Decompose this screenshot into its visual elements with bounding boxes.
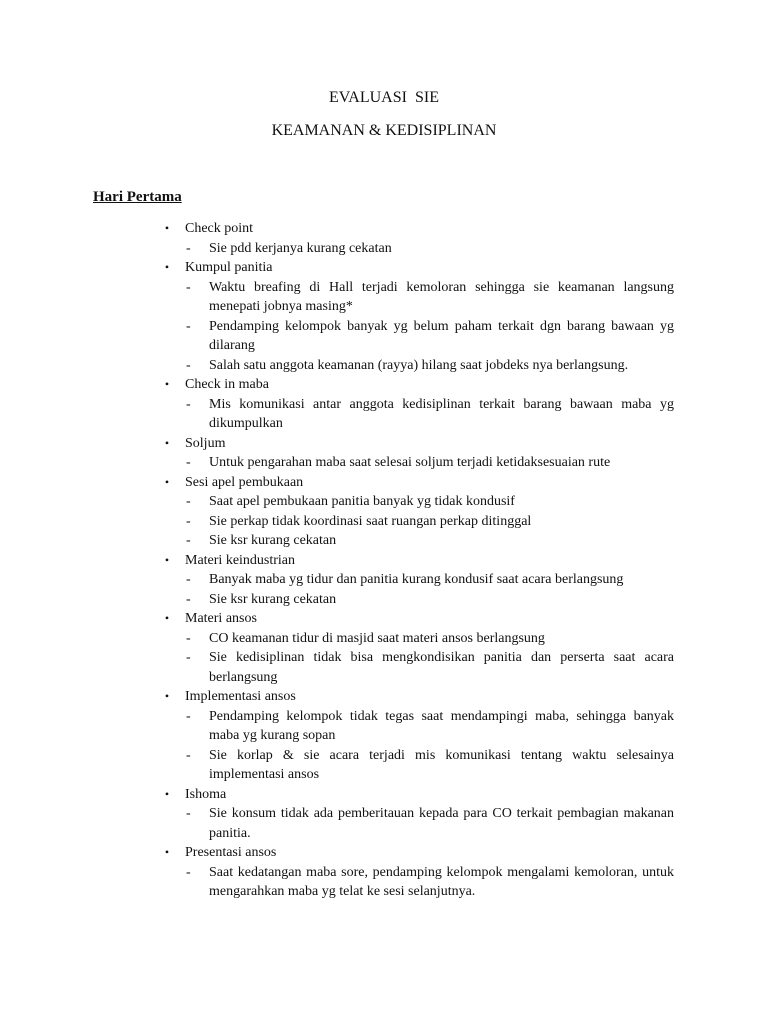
list-item [0, 375, 768, 434]
list-item-row [0, 843, 768, 863]
list-item-label: Ishoma [185, 786, 227, 802]
bullet-icon: • [164, 552, 170, 567]
dash-icon: - [186, 513, 191, 529]
dash-icon: - [186, 591, 191, 607]
sub-list-item-text: Sie pdd kerjanya kurang cekatan [209, 240, 392, 256]
list-item-row [0, 687, 768, 707]
bullet-icon: • [164, 377, 170, 391]
sub-list-item [0, 707, 768, 746]
sub-list-item [0, 570, 768, 590]
list-item-label: Check point [185, 221, 254, 236]
bullet-icon: • [164, 260, 170, 274]
bullet-icon: • [164, 474, 170, 489]
sub-list-item [0, 239, 768, 259]
list-item [0, 473, 768, 551]
sub-list [0, 570, 768, 609]
bullet-icon: • [164, 689, 170, 703]
dash-icon: - [186, 357, 191, 373]
sub-list-item-text: Sie korlap & sie acara terjadi mis komunikasi tentang waktu selesainya implementasi ansos [209, 747, 674, 782]
sub-list-item [0, 863, 768, 902]
sub-list-item [0, 278, 768, 317]
list-item [0, 219, 768, 258]
list-item [0, 551, 768, 610]
dash-icon: - [186, 747, 191, 763]
dash-icon: - [186, 630, 191, 646]
document-subtitle: KEAMANAN & KEDISIPLINAN [271, 122, 497, 139]
sub-list [0, 804, 768, 843]
sub-list-item [0, 531, 768, 551]
list-item-row [0, 258, 768, 278]
sub-list-item-text: Pendamping kelompok tidak tegas saat mendampingi maba, sehingga banyak maba yg kurang sopan [209, 708, 674, 743]
list-item-row [0, 434, 768, 454]
list-item [0, 785, 768, 844]
sub-list-item [0, 629, 768, 649]
dash-icon: - [186, 572, 191, 587]
dash-icon: - [186, 240, 191, 256]
sub-list [0, 707, 768, 785]
section-heading: Hari Pertama [93, 189, 182, 205]
dash-icon: - [186, 650, 191, 665]
dash-icon: - [186, 455, 191, 470]
list-item-label: Kumpul panitia [185, 260, 273, 275]
bullet-icon: • [164, 845, 170, 859]
sub-list [0, 492, 768, 551]
dash-icon: - [186, 806, 191, 821]
list-item [0, 843, 768, 902]
sub-list-item-text: Sie ksr kurang cekatan [209, 591, 337, 607]
sub-list [0, 239, 768, 259]
sub-list [0, 453, 768, 473]
list-item-row [0, 219, 768, 239]
list-item-label: Materi keindustrian [185, 552, 296, 568]
sub-list-item [0, 590, 768, 610]
sub-list-item [0, 317, 768, 356]
list-item [0, 434, 768, 473]
sub-list-item-text: Banyak maba yg tidur dan panitia kurang kondusif saat acara berlangsung [209, 572, 624, 587]
sub-list-item-text: Pendamping kelompok banyak yg belum paham terkait dgn barang bawaan yg dilarang [209, 318, 674, 353]
dash-icon: - [186, 708, 191, 724]
bullet-icon: • [164, 786, 170, 801]
dash-icon: - [186, 533, 191, 548]
bullet-icon: • [164, 611, 170, 625]
sub-list-item [0, 453, 768, 473]
list-item-row [0, 375, 768, 395]
dash-icon: - [186, 494, 191, 509]
sub-list-item [0, 746, 768, 785]
sub-list-item [0, 512, 768, 532]
sub-list-item-text: Mis komunikasi antar anggota kedisiplinan terkait barang bawaan maba yg dikumpulkan [209, 396, 674, 431]
sub-list-item-text: Waktu breafing di Hall terjadi kemoloran sehingga sie keamanan langsung menepati jobnya masing* [209, 279, 674, 314]
list-item-label: Presentasi ansos [185, 845, 277, 860]
list-item-label: Check in maba [185, 377, 269, 392]
sub-list-item-text: CO keamanan tidur di masjid saat materi ansos berlangsung [209, 630, 545, 646]
sub-list [0, 863, 768, 902]
list-item-label: Implementasi ansos [185, 689, 296, 704]
list-item [0, 609, 768, 687]
sub-list-item-text: Salah satu anggota keamanan (rayya) hilang saat jobdeks nya berlangsung. [209, 357, 629, 373]
list-item [0, 258, 768, 375]
sub-list-item [0, 356, 768, 376]
document-title: EVALUASI SIE [329, 89, 439, 106]
bullet-icon: • [164, 435, 170, 450]
sub-list-item [0, 804, 768, 843]
sub-list-item-text: Saat apel pembukaan panitia banyak yg tidak kondusif [209, 494, 515, 509]
sub-list-item-text: Sie perkap tidak koordinasi saat ruangan perkap ditinggal [209, 513, 532, 529]
list-item-label: Sesi apel pembukaan [185, 474, 304, 490]
sub-list-item-text: Sie konsum tidak ada pemberitauan kepada para CO terkait pembagian makanan panitia. [209, 806, 674, 841]
list-item-label: Soljum [185, 435, 226, 451]
list-item-label: Materi ansos [185, 611, 257, 626]
dash-icon: - [186, 396, 191, 412]
dash-icon: - [186, 318, 191, 334]
sub-list-item [0, 395, 768, 434]
list-item-row [0, 551, 768, 571]
list-item-row [0, 473, 768, 493]
dash-icon: - [186, 279, 191, 295]
dash-icon: - [186, 864, 191, 880]
sub-list-item-text: Untuk pengarahan maba saat selesai soljum terjadi ketidaksesuaian rute [209, 455, 611, 470]
sub-list [0, 395, 768, 434]
sub-list-item [0, 648, 768, 687]
sub-list-item-text: Saat kedatangan maba sore, pendamping kelompok mengalami kemoloran, untuk mengarahkan maba yg telat ke sesi selanjutnya. [209, 864, 674, 899]
sub-list-item-text: Sie kedisiplinan tidak bisa mengkondisikan panitia dan perserta saat acara berlangsung [209, 650, 674, 685]
list-item-row [0, 785, 768, 805]
list-item [0, 687, 768, 785]
sub-list [0, 278, 768, 376]
sub-list-item-text: Sie ksr kurang cekatan [209, 533, 337, 548]
bullet-icon: • [164, 221, 170, 235]
list-item-row [0, 609, 768, 629]
sub-list [0, 629, 768, 688]
evaluation-list [0, 219, 768, 902]
sub-list-item [0, 492, 768, 512]
